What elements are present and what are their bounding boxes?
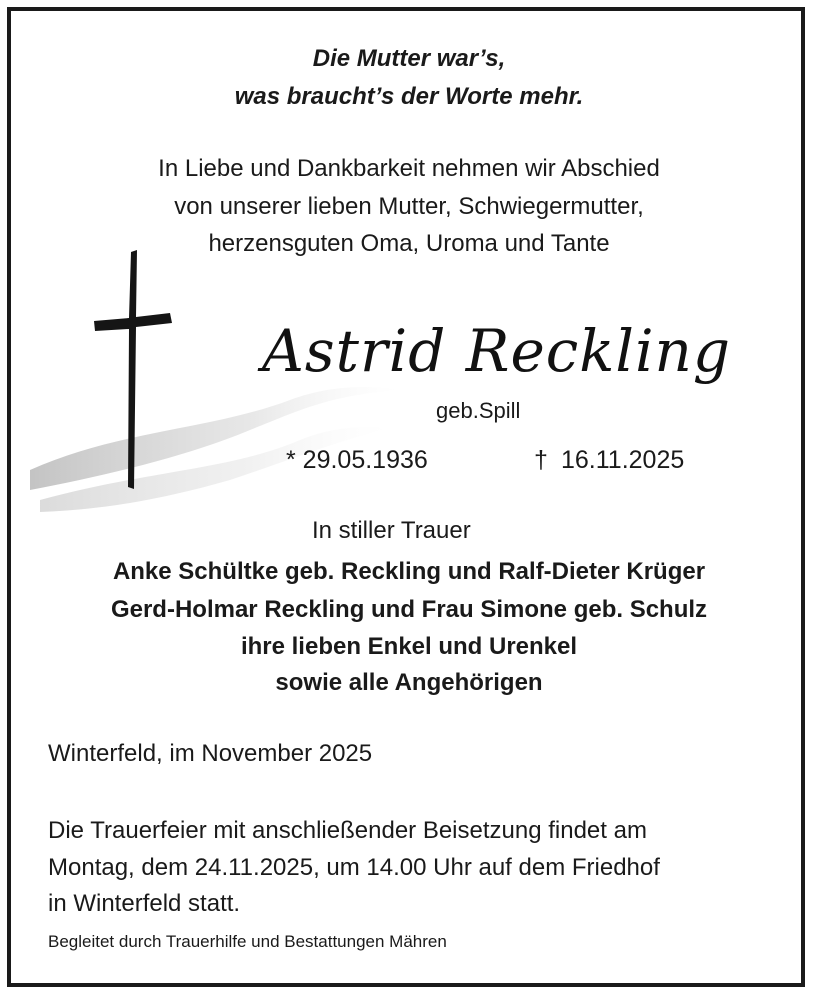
- mourner-line-3: ihre lieben Enkel und Urenkel: [240, 633, 578, 660]
- death-symbol: †: [534, 446, 548, 474]
- mourning-intro: In stiller Trauer: [312, 517, 471, 544]
- death-date: 16.11.2025: [561, 446, 685, 474]
- intro-line-1: In Liebe und Dankbarkeit nehmen wir Abschied: [158, 155, 660, 182]
- funeral-info-line-3: in Winterfeld statt.: [48, 890, 241, 917]
- intro-line-3: herzensguten Oma, Uroma und Tante: [208, 230, 610, 257]
- deceased-name: Astrid Reckling: [262, 317, 732, 385]
- intro-line-2: von unserer lieben Mutter, Schwiegermutter,: [174, 193, 644, 220]
- mourner-line-1: Anke Schültke geb. Reckling und Ralf-Dieter Krüger: [112, 558, 706, 585]
- motto-line-1: Die Mutter war’s,: [312, 45, 506, 72]
- motto-line-2: was braucht’s der Worte mehr.: [234, 83, 584, 110]
- funeral-info-line-1: Die Trauerfeier mit anschließender Beisetzung findet am: [48, 817, 647, 844]
- maiden-name: geb.Spill: [436, 398, 521, 423]
- cross-icon: [92, 247, 182, 497]
- mourner-line-4: sowie alle Angehörigen: [275, 669, 543, 696]
- funeral-home-credit: Begleitet durch Trauerhilfe und Bestattungen Mähren: [48, 932, 447, 951]
- birth-date: * 29.05.1936: [286, 446, 428, 474]
- mourner-line-2: Gerd-Holmar Reckling und Frau Simone geb. Schulz: [110, 596, 708, 623]
- place-date: Winterfeld, im November 2025: [48, 740, 373, 767]
- funeral-info-line-2: Montag, dem 24.11.2025, um 14.00 Uhr auf dem Friedhof: [48, 854, 660, 881]
